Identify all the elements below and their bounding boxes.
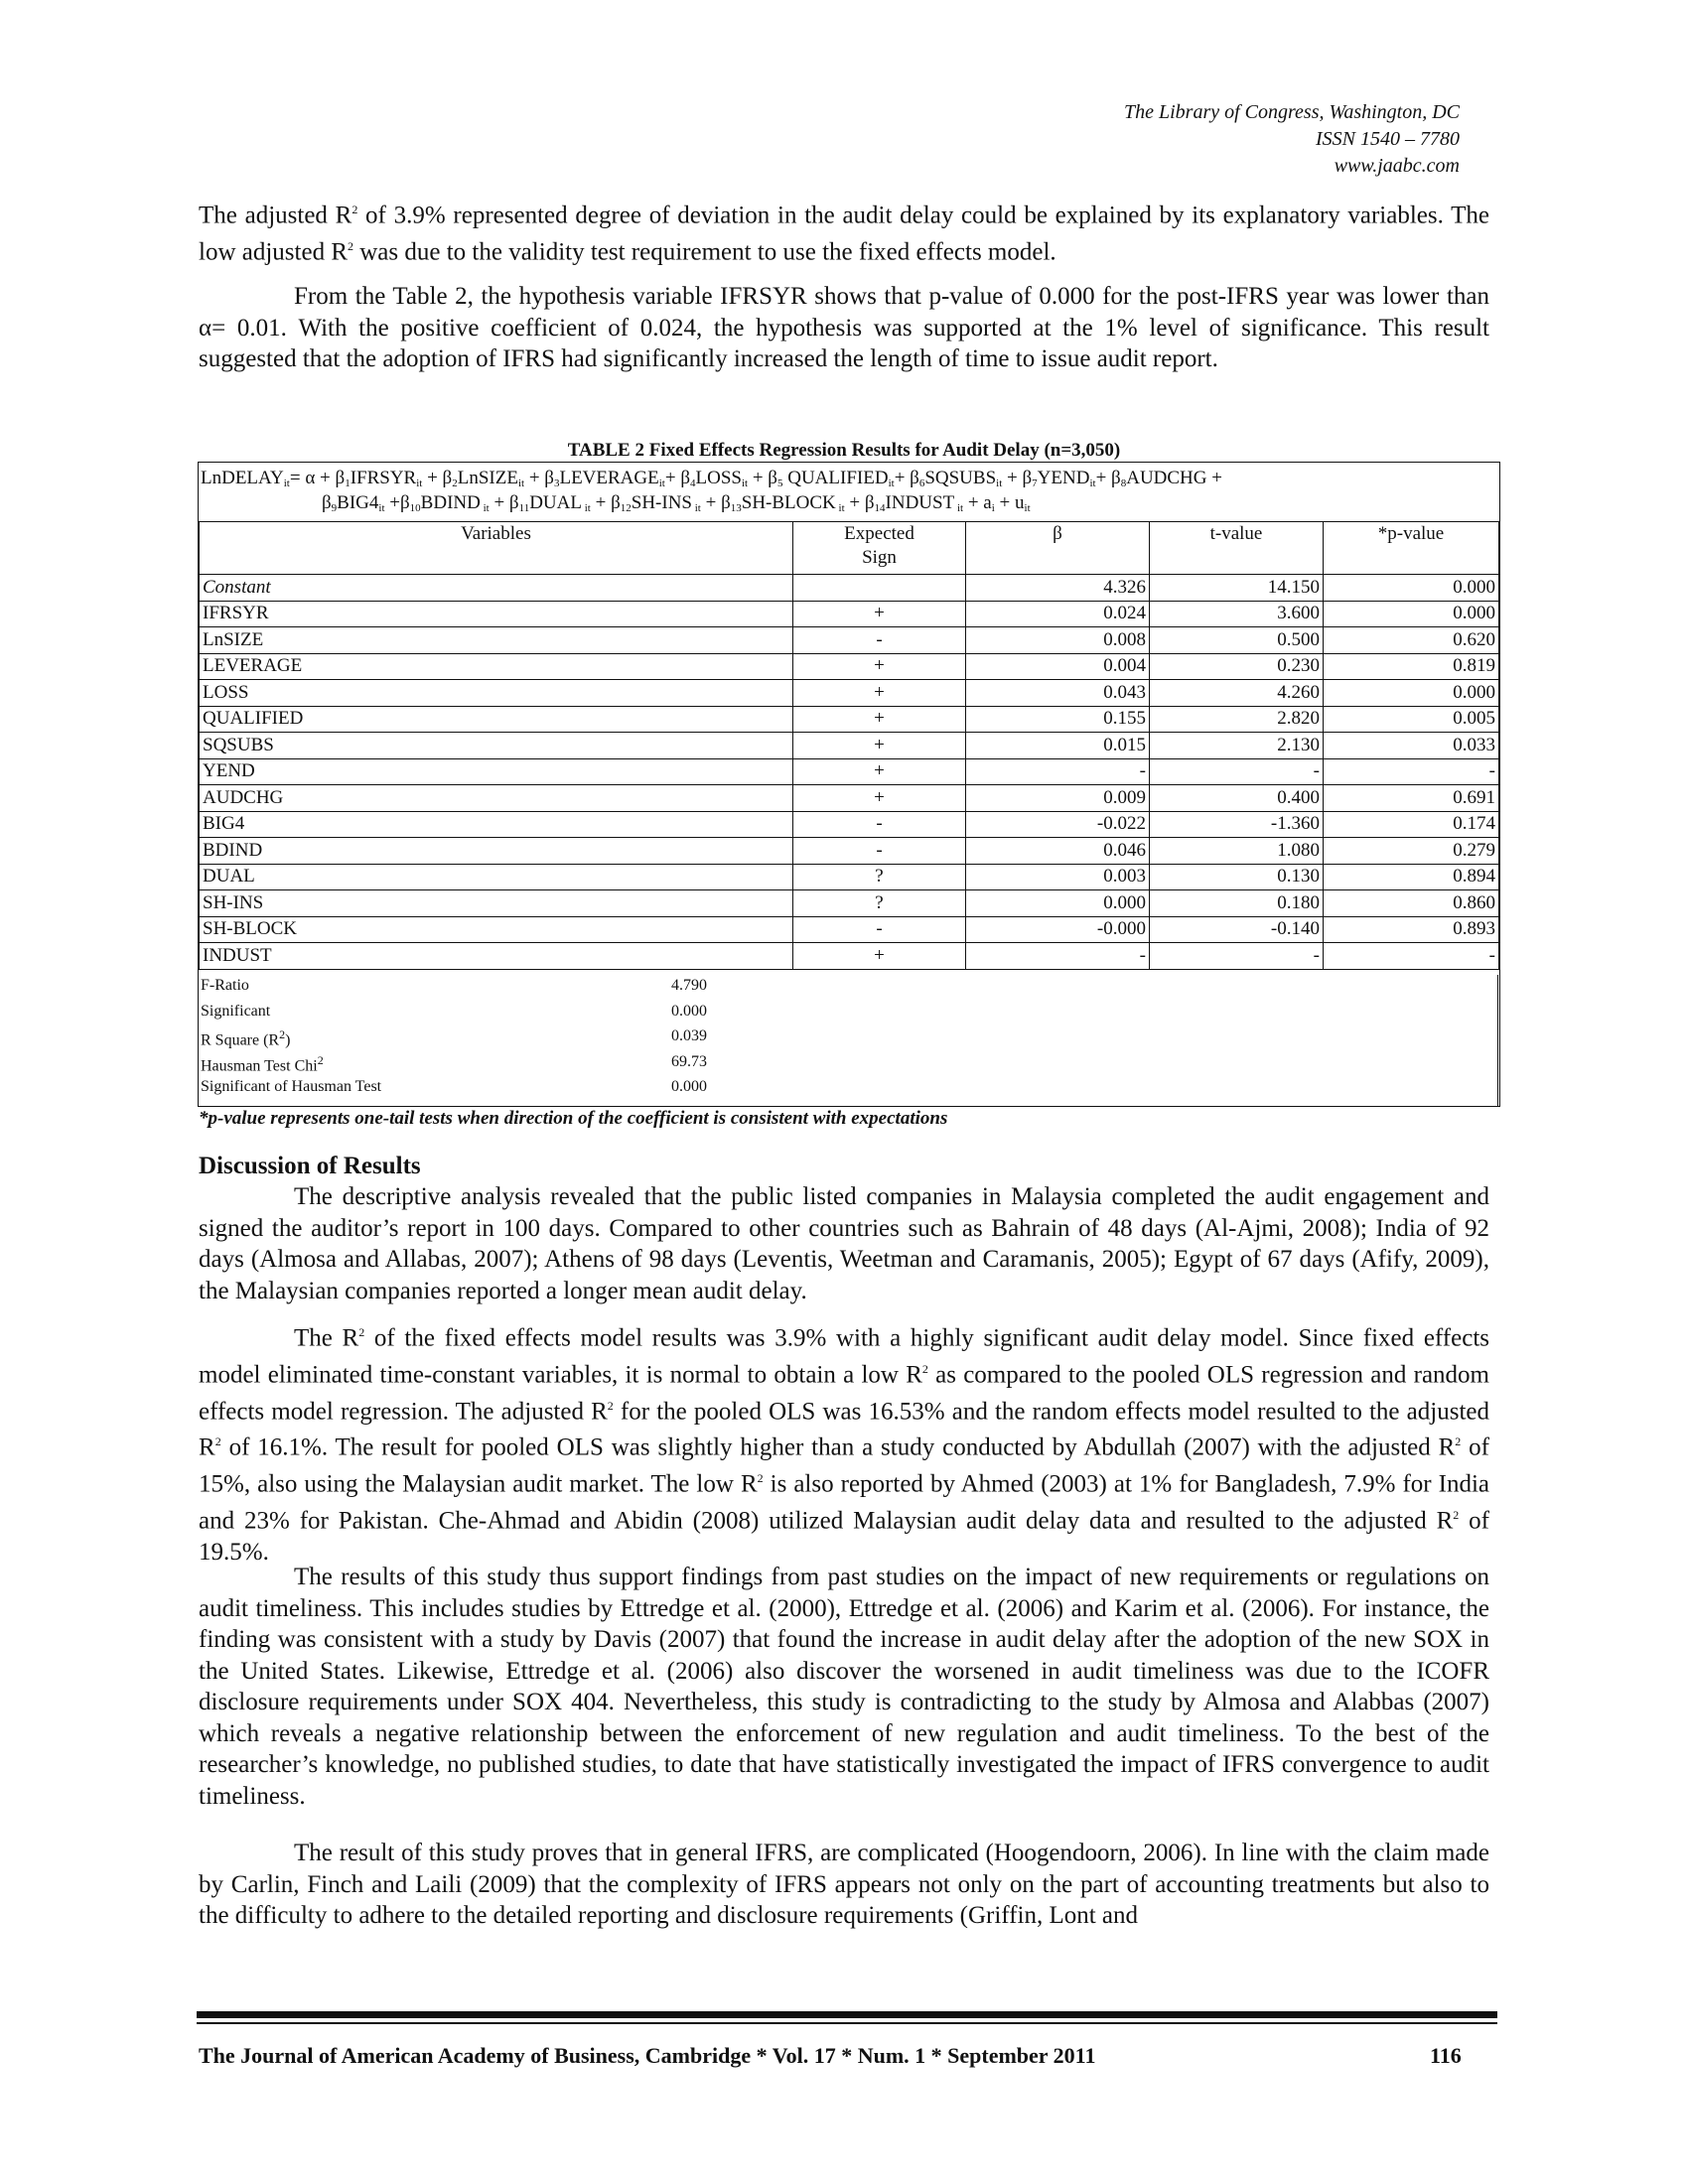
variable-cell: Constant [200, 575, 793, 602]
stat-value: 0.039 [671, 1027, 707, 1044]
p-value-cell: 0.000 [1324, 680, 1499, 707]
expected-sign-cell: - [793, 811, 966, 838]
expected-sign-cell: + [793, 733, 966, 759]
variable-cell: LEVERAGE [200, 653, 793, 680]
expected-sign-cell [793, 575, 966, 602]
expected-sign-cell: + [793, 785, 966, 812]
beta-cell: - [966, 943, 1150, 970]
variable-cell: IFRSYR [200, 601, 793, 627]
variable-cell: LnSIZE [200, 627, 793, 654]
variable-cell: SH-BLOCK [200, 916, 793, 943]
p-value-cell: 0.893 [1324, 916, 1499, 943]
footer-rule-thick [197, 2011, 1497, 2018]
expected-sign-cell: ? [793, 864, 966, 890]
header-expected-sign: Expected Sign [793, 522, 966, 575]
p-value-cell: 0.000 [1324, 601, 1499, 627]
stat-label: Significant [201, 1002, 271, 1020]
beta-cell: 0.000 [966, 890, 1150, 917]
beta-cell: - [966, 758, 1150, 785]
beta-cell: 0.043 [966, 680, 1150, 707]
p-value-cell: 0.620 [1324, 627, 1499, 654]
beta-cell: 0.008 [966, 627, 1150, 654]
p-value-cell: 0.000 [1324, 575, 1499, 602]
header-library: The Library of Congress, Washington, DC [1123, 101, 1460, 123]
p-value-cell: 0.033 [1324, 733, 1499, 759]
table-row [200, 758, 1499, 785]
t-value-cell: -0.140 [1150, 916, 1324, 943]
beta-cell: 0.004 [966, 653, 1150, 680]
stat-value: 0.000 [671, 1078, 707, 1095]
p-value-cell: 0.279 [1324, 838, 1499, 865]
table-row [200, 653, 1499, 680]
p-value-cell: 0.819 [1324, 653, 1499, 680]
table-row [200, 601, 1499, 627]
stat-value: 69.73 [671, 1052, 707, 1070]
paragraph-past-studies: The results of this study thus support findings from past studies on the impact of new requirements or regulations on audit timeliness. This includes studies by Ettredge et al. (2000), Ettredge et al. (2006) and Karim et al. (2006). For instance, the finding was consistent with a study by Davis (2007) that found the increase in audit delay after the adoption of the new SOX in the United States. Likewise, Ettredge et al. (2006) also discover the worsened in audit timeliness was due to the ICOFR disclosure requirements under SOX 404. Nevertheless, this study is contradicting to the study by Almosa and Alabbas (2007) which reveals a negative relationship between the enforcement of new regulation and audit timeliness. To the best of the researcher’s knowledge, no published studies, to date that have statistically investigated the impact of IFRS convergence to audit timeliness. [199, 1564, 1489, 1810]
expected-sign-cell: - [793, 916, 966, 943]
variable-cell: BIG4 [200, 811, 793, 838]
table-row [200, 943, 1499, 970]
table-row [200, 811, 1499, 838]
p-value-cell: 0.005 [1324, 706, 1499, 733]
table-row [200, 627, 1499, 654]
t-value-cell: 0.180 [1150, 890, 1324, 917]
p-value-cell: 0.691 [1324, 785, 1499, 812]
variable-cell: LOSS [200, 680, 793, 707]
table-row [200, 575, 1499, 602]
variable-cell: AUDCHG [200, 785, 793, 812]
p-value-cell: 0.894 [1324, 864, 1499, 890]
header-url: www.jaabc.com [1334, 155, 1460, 177]
paragraph-ifrs-complexity: The result of this study proves that in general IFRS, are complicated (Hoogendoorn, 2006). In line with the claim made by Carlin, Finch and Laili (2009) that the complexity of IFRS appears not only on the part of accounting treatments but also to the difficulty to adhere to the detailed reporting and disclosure requirements (Griffin, Lont and [199, 1840, 1489, 1929]
beta-cell: -0.022 [966, 811, 1150, 838]
model-statistics [198, 975, 1500, 1107]
paragraph-descriptive: The descriptive analysis revealed that the public listed companies in Malaysia completed the audit engagement and signed the auditor’s report in 100 days. Compared to other countries such as Bahrain of 48 days (Al-Ajmi, 2008); India of 92 days (Almosa and Allabas, 2007); Athens of 98 days (Leventis, Weetman and Caramanis, 2005); Egypt of 67 days (Afify, 2009), the Malaysian companies reported a longer mean audit delay. [199, 1183, 1489, 1304]
p-value-cell: - [1324, 943, 1499, 970]
p-value-cell: - [1324, 758, 1499, 785]
table-row [200, 733, 1499, 759]
expected-sign-cell: ? [793, 890, 966, 917]
t-value-cell: 0.400 [1150, 785, 1324, 812]
footer-journal: The Journal of American Academy of Business, Cambridge * Vol. 17 * Num. 1 * September 2011 [199, 2043, 1096, 2068]
paragraph-r2-results: The $R^2$ of the fixed effects model results was 3.9% with a highly significant audit delay model. Since fixed effects model eliminated time-constant variables, it is normal to obtain a low $R^2$ as compared to the pooled OLS regression and random effects model regression. The adjusted $R^2$ for the pooled OLS was 16.53% and the random effects model resulted to the adjusted $R^2$ of 16.1%. The result for pooled OLS was slightly higher than a study conducted by Abdullah (2007) with the adjusted $R^2$ of 15%, also using the Malaysian audit market. The low $R^2$ is also reported by Ahmed (2003) at 1% for Bangladesh, 7.9% for India and 23% for Pakistan. Che-Ahmad and Abidin (2008) utilized Malaysian audit delay data and resulted to the adjusted $R^2$ of 19.5%. [199, 1324, 1490, 1566]
table-row [200, 680, 1499, 707]
stat-label: F-Ratio [201, 977, 249, 994]
table-row [200, 838, 1499, 865]
variable-cell: YEND [200, 758, 793, 785]
stat-label: Significant of Hausman Test [201, 1078, 382, 1095]
beta-cell: 0.009 [966, 785, 1150, 812]
variable-cell: SH-INS [200, 890, 793, 917]
variable-cell: BDIND [200, 838, 793, 865]
expected-sign-cell: - [793, 838, 966, 865]
paragraph-adjusted-r2: The adjusted $R^2$ of 3.9% represented degree of deviation in the audit delay could be explained by its explanatory variables. The low adjusted $R^2$ was due to the validity test requirement to use the fixed effects model. [199, 202, 1489, 266]
table-footnote: *p-value represents one-tail tests when direction of the coefficient is consistent with expectations [199, 1108, 948, 1129]
expected-sign-cell: - [793, 627, 966, 654]
table-row [200, 706, 1499, 733]
running-header [864, 99, 1460, 180]
model-equation-line2: $\beta_9BIG4_{it}$ $+\beta_{10}BDIND$ $_{it} + \beta_{11}DUAL$ $_{it} + \beta_{12}SH$-INS $_{it} + \beta_{13}SH$-BLOCK $_{it} + \beta_{14}INDUST$ $_{it} + a_i + u_{it}$ [322, 492, 1031, 514]
t-value-cell: 3.600 [1150, 601, 1324, 627]
t-value-cell: 0.230 [1150, 653, 1324, 680]
p-value-cell: 0.860 [1324, 890, 1499, 917]
expected-sign-cell: + [793, 706, 966, 733]
p-value-cell: 0.174 [1324, 811, 1499, 838]
stat-value: 4.790 [671, 977, 707, 994]
header-t-value: t-value [1150, 522, 1324, 575]
expected-sign-cell: + [793, 653, 966, 680]
table-row [200, 890, 1499, 917]
coefficient-grid [199, 521, 1499, 970]
t-value-cell: - [1150, 943, 1324, 970]
variable-cell: QUALIFIED [200, 706, 793, 733]
paragraph-hypothesis: From the Table 2, the hypothesis variable IFRSYR shows that p-value of 0.000 for the post-IFRS year was lower than α= 0.01. With the positive coefficient of 0.024, the hypothesis was supported at the 1% level of significance. This result suggested that the adoption of IFRS had significantly increased the length of time to issue audit report. [199, 283, 1489, 372]
stat-label: R Square $(R^2)$ [201, 1027, 291, 1049]
expected-sign-cell: + [793, 943, 966, 970]
t-value-cell: 14.150 [1150, 575, 1324, 602]
beta-cell: 0.155 [966, 706, 1150, 733]
t-value-cell: 1.080 [1150, 838, 1324, 865]
header-issn: ISSN 1540 – 7780 [1316, 128, 1460, 150]
table-title: TABLE 2 Fixed Effects Regression Results for Audit Delay (n=3,050) [567, 440, 1121, 461]
page-number: 116 [1430, 2043, 1462, 2068]
t-value-cell: 4.260 [1150, 680, 1324, 707]
beta-cell: -0.000 [966, 916, 1150, 943]
header-beta: β [966, 522, 1150, 575]
beta-cell: 0.015 [966, 733, 1150, 759]
table-row [200, 785, 1499, 812]
stat-value: 0.000 [671, 1002, 707, 1020]
expected-sign-cell: + [793, 758, 966, 785]
header-p-value: *p-value [1324, 522, 1499, 575]
t-value-cell: 0.130 [1150, 864, 1324, 890]
beta-cell: 4.326 [966, 575, 1150, 602]
variable-cell: INDUST [200, 943, 793, 970]
stat-label: Hausman Test Chi$^2$ [201, 1052, 324, 1074]
t-value-cell: 2.820 [1150, 706, 1324, 733]
table-row [200, 916, 1499, 943]
expected-sign-cell: + [793, 601, 966, 627]
t-value-cell: 2.130 [1150, 733, 1324, 759]
expected-sign-cell: + [793, 680, 966, 707]
beta-cell: 0.024 [966, 601, 1150, 627]
footer-rule-thin [197, 2022, 1497, 2024]
beta-cell: 0.046 [966, 838, 1150, 865]
t-value-cell: - [1150, 758, 1324, 785]
table-header-row [200, 522, 1499, 575]
t-value-cell: 0.500 [1150, 627, 1324, 654]
section-heading: Discussion of Results [199, 1153, 421, 1179]
model-equation-line1: LnDELAY$_{it}$= $\alpha + \beta_1IFRSYR_{it}$ + $\beta_2LnSIZE_{it}$ + $\beta_3LEVERAGE_{it}+$ $\beta_4LOSS_{it} + \beta_5$ $QUALIFIED_{it}+$ $\beta_6SQSUBS_{it}$ + $\beta_7YEND_{it}+$ $\beta_8AUDCHG$ + [201, 468, 1222, 489]
table-row [200, 864, 1499, 890]
beta-cell: 0.003 [966, 864, 1150, 890]
variable-cell: SQSUBS [200, 733, 793, 759]
t-value-cell: -1.360 [1150, 811, 1324, 838]
variable-cell: DUAL [200, 864, 793, 890]
header-variables: Variables [200, 522, 793, 575]
